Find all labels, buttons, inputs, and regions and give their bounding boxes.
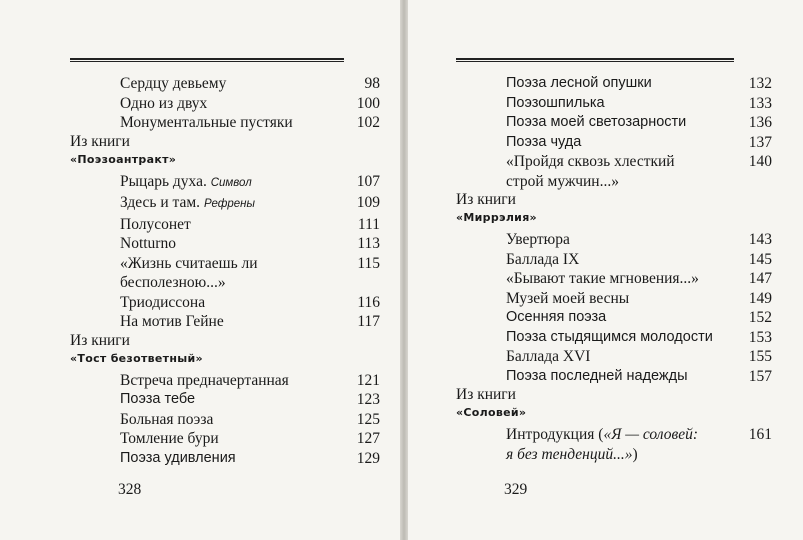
entry-title xyxy=(456,367,774,387)
toc-entry xyxy=(456,113,774,133)
entry-title xyxy=(70,215,382,235)
entry-page-number: 125 xyxy=(356,410,380,428)
toc-entry xyxy=(70,312,382,332)
entry-page-number: 127 xyxy=(356,430,380,447)
entry-page-number: 109 xyxy=(356,194,380,211)
entry-page-number: 161 xyxy=(748,426,772,443)
toc-entry xyxy=(70,429,382,449)
book-title: «Соловей» xyxy=(456,406,527,419)
entry-title-text: Полусонет xyxy=(120,215,191,233)
toc-entry xyxy=(70,74,382,94)
entry-title-text: Поэза стыдящимся молодости xyxy=(506,328,713,345)
toc-left xyxy=(70,74,382,468)
entry-page-number: 149 xyxy=(748,289,772,307)
entry-title xyxy=(456,230,774,250)
entry-title xyxy=(456,250,774,270)
entry-title xyxy=(456,328,774,348)
entry-page-number: 132 xyxy=(748,75,772,92)
entry-page-number: 123 xyxy=(356,391,380,408)
entry-title-text: Увертюра xyxy=(506,231,570,248)
entry-page-number: 155 xyxy=(748,348,772,365)
entry-title xyxy=(70,172,382,194)
entry-title xyxy=(456,425,774,464)
book-gutter xyxy=(400,0,408,540)
entry-title xyxy=(70,94,382,114)
entry-title xyxy=(456,308,774,328)
entry-title xyxy=(70,193,382,215)
toc-entry xyxy=(456,133,774,153)
entry-title xyxy=(70,293,382,313)
entry-title-text: Поэза последней надежды xyxy=(506,367,688,384)
section-heading: Из книги xyxy=(456,386,516,403)
entry-title xyxy=(70,390,382,410)
entry-title-text: Больная поэза xyxy=(120,410,214,428)
toc-entry xyxy=(70,193,382,215)
entry-page-number: 147 xyxy=(748,270,772,287)
toc-entry xyxy=(456,269,774,289)
entry-title-text: Одно из двух xyxy=(120,94,208,112)
entry-title-italic: «Я — соловей: xyxy=(603,426,698,443)
entry-page-number: 145 xyxy=(748,250,772,268)
entry-page-number: 140 xyxy=(748,153,772,170)
entry-page-number: 111 xyxy=(357,215,380,233)
entry-page-number: 116 xyxy=(357,293,380,311)
toc-entry xyxy=(456,250,774,270)
entry-title-text: Триодиссона xyxy=(120,293,206,311)
right-page xyxy=(408,0,803,540)
entry-title xyxy=(70,449,382,469)
entry-page-number: 152 xyxy=(748,309,772,326)
section-heading: Из книги xyxy=(70,331,130,349)
toc-right xyxy=(456,74,774,464)
header-rule xyxy=(70,58,344,62)
toc-entry xyxy=(456,230,774,250)
entry-page-number: 102 xyxy=(356,114,380,131)
entry-page-number: 153 xyxy=(748,328,772,346)
entry-title-text: Музей моей весны xyxy=(506,289,630,307)
toc-entry xyxy=(456,347,774,367)
entry-page-number: 129 xyxy=(356,449,380,467)
toc-entry xyxy=(456,94,774,114)
toc-entry xyxy=(70,254,382,293)
entry-title-text: Поэза тебе xyxy=(120,391,196,407)
toc-entry xyxy=(70,94,382,114)
entry-page-number: 133 xyxy=(748,94,772,112)
entry-title xyxy=(70,254,382,293)
entry-title-continuation: бесполезною...» xyxy=(120,274,226,291)
toc-entry xyxy=(456,425,774,464)
book-title: «Миррэлия» xyxy=(456,211,537,224)
page-number: 329 xyxy=(504,481,528,498)
entry-title-text: Notturno xyxy=(120,235,176,252)
entry-title-text: Баллада XVI xyxy=(506,348,591,365)
toc-entry xyxy=(70,215,382,235)
entry-title-text: Интродукция ( xyxy=(506,426,604,443)
toc-entry xyxy=(456,367,774,387)
entry-title-text: Поэза удивления xyxy=(120,449,236,466)
entry-title xyxy=(70,410,382,430)
entry-title-text: Поэза чуда xyxy=(506,133,582,150)
entry-page-number: 136 xyxy=(748,114,772,131)
entry-genre: Рефрены xyxy=(203,198,255,210)
entry-page-number: 117 xyxy=(357,313,380,330)
toc-entry xyxy=(70,449,382,469)
toc-entry xyxy=(70,410,382,430)
entry-title-text: Монументальные пустяки xyxy=(120,114,293,131)
entry-title-text: Поэза моей светозарности xyxy=(506,114,687,130)
toc-entry xyxy=(70,113,382,133)
entry-title-text: Поэза лесной опушки xyxy=(506,75,652,91)
toc-entry xyxy=(456,328,774,348)
entry-title-text: «Пройдя сквозь хлесткий xyxy=(506,153,675,170)
entry-page-number: 121 xyxy=(356,371,380,389)
book-title: «Тост безответный» xyxy=(70,351,203,365)
entry-title xyxy=(456,133,774,153)
book-title: «Поэзоантракт» xyxy=(70,152,177,166)
entry-page-number: 115 xyxy=(357,254,380,272)
entry-title xyxy=(70,312,382,332)
entry-title-text: Рыцарь духа. xyxy=(120,172,207,190)
entry-title xyxy=(70,74,382,94)
section-heading: Из книги xyxy=(456,191,516,208)
section-heading: Из книги xyxy=(70,132,130,150)
entry-page-number: 157 xyxy=(748,367,772,385)
entry-title-text: Сердцу девьему xyxy=(120,75,227,92)
entry-title xyxy=(456,289,774,309)
entry-title-continuation: строй мужчин...» xyxy=(506,172,619,190)
entry-title xyxy=(70,113,382,133)
entry-title-text: «Бывают такие мгновения...» xyxy=(506,270,699,287)
entry-title-text: На мотив Гейне xyxy=(120,313,224,330)
left-page xyxy=(0,0,400,540)
entry-title-text: Осенняя поэза xyxy=(506,309,607,325)
toc-entry xyxy=(70,371,382,391)
entry-page-number: 98 xyxy=(364,75,380,92)
toc-entry xyxy=(70,293,382,313)
entry-title-text: Баллада IX xyxy=(506,250,580,268)
entry-page-number: 143 xyxy=(748,231,772,248)
entry-title xyxy=(456,152,774,191)
entry-title-text: Поэзошпилька xyxy=(506,94,605,111)
toc-entry xyxy=(70,172,382,194)
entry-title-text: Томление бури xyxy=(120,430,219,447)
entry-title-text: «Жизнь считаешь ли xyxy=(120,254,258,272)
toc-entry xyxy=(456,74,774,94)
entry-page-number: 137 xyxy=(748,133,772,151)
entry-title-text: Здесь и там. xyxy=(120,194,201,211)
entry-title xyxy=(70,371,382,391)
toc-entry xyxy=(456,308,774,328)
entry-title xyxy=(456,269,774,289)
header-rule xyxy=(456,58,734,62)
entry-title-text: Встреча предначертанная xyxy=(120,371,289,389)
entry-page-number: 100 xyxy=(356,94,380,112)
toc-entry xyxy=(70,390,382,410)
entry-title xyxy=(456,94,774,114)
entry-title xyxy=(456,113,774,133)
toc-entry xyxy=(70,234,382,254)
entry-page-number: 113 xyxy=(357,235,380,252)
entry-page-number: 107 xyxy=(356,172,380,190)
entry-genre: Символ xyxy=(210,176,252,189)
entry-title-tail: ) xyxy=(632,445,638,463)
entry-title xyxy=(456,347,774,367)
entry-title xyxy=(456,74,774,94)
toc-entry xyxy=(456,152,774,191)
entry-title xyxy=(70,234,382,254)
entry-title xyxy=(70,429,382,449)
page-number: 328 xyxy=(118,481,142,498)
entry-title-continuation: я без тенденций...» xyxy=(506,445,633,463)
toc-entry xyxy=(456,289,774,309)
